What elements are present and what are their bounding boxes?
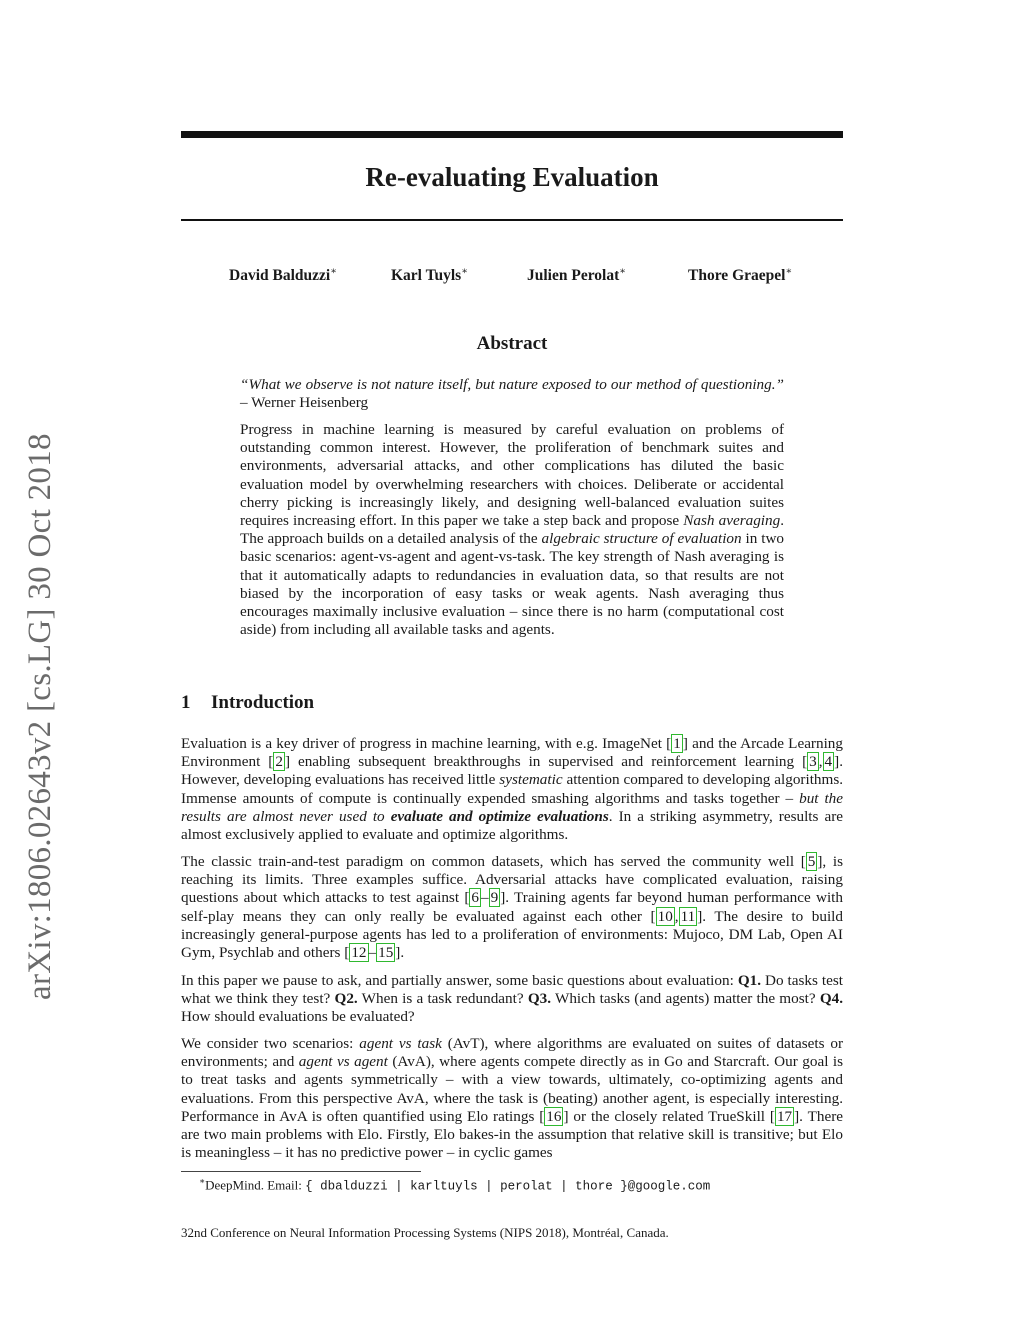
- question-label: Q4.: [819, 990, 844, 1008]
- question-label: Q1.: [737, 972, 762, 989]
- body-text: attention compared to developing algorithms. Immense amounts of compute is continually expended smashing algorithms and tasks together –: [181, 771, 844, 807]
- author-mark: ∗: [330, 266, 337, 277]
- section-number: 1: [181, 692, 191, 713]
- body-emphasis: agent vs agent: [298, 1053, 388, 1071]
- citation-link[interactable]: 1: [673, 735, 681, 752]
- body-text: (AvA), where agents compete directly as in Go and Starcraft. Our goal is to treat tasks and agents symmetrically – with a view towards, ultimately, co-optimizing agents and evaluations. From this perspective AvA, where the task is (beating) another agent, is especially interesting. Performance in AvA is often quantified using Elo ratings [: [181, 1053, 844, 1125]
- footnote-rule: [181, 1171, 421, 1172]
- body-text: ]. The desire to build increasingly general-purpose agents has led to a proliferation of environments: Mujoco, DM Lab, Open AI Gym, Psychlab and others [: [181, 907, 843, 962]
- citation-link[interactable]: 15: [378, 944, 394, 962]
- epigraph-attribution: – Werner Heisenberg: [240, 394, 369, 412]
- abstract-heading: Abstract: [476, 333, 548, 354]
- body-text: ], is reaching its limits. Three examples suffice. Adversarial attacks have complicated evaluation, raising questions about which attacks to test against [: [181, 853, 843, 907]
- footnote-emails: { dbalduzzi | karltuyls | perolat | thore }@google.com: [305, 1179, 711, 1194]
- title-bottom-rule: [181, 219, 843, 221]
- author-mark: ∗: [785, 266, 793, 277]
- abstract-text: Progress in machine learning is measured by careful evaluation on problems of outstanding common interest. However, the proliferation of benchmark suites and environments, adversarial attacks, and other complications has diluted the basic evaluation model by overwhelming researchers with choices. Deliberate or accidental cherry picking is increasingly likely, and designing well-balanced evaluation suites requires increasing effort. In this paper we take a step back and propose: [240, 421, 784, 530]
- body-text: Evaluation is a key driver of progress in machine learning, with e.g. ImageNet [: [181, 735, 672, 752]
- epigraph: [240, 376, 784, 412]
- author-name-text: David Balduzzi: [229, 267, 331, 285]
- citation-link[interactable]: 3: [809, 753, 817, 771]
- abstract-body: [240, 421, 784, 639]
- author-name: [527, 266, 626, 285]
- intro-paragraph-1: [181, 735, 843, 844]
- body-text: ,: [674, 907, 679, 925]
- citation-link[interactable]: 9: [490, 889, 499, 907]
- body-emphasis: agent vs task: [359, 1035, 442, 1052]
- citation-link[interactable]: 17: [776, 1107, 793, 1125]
- author-name: [688, 266, 792, 285]
- citation-link[interactable]: 4: [824, 753, 833, 771]
- body-text: How should evaluations be evaluated?: [181, 1008, 415, 1026]
- footnote-text: DeepMind. Email:: [205, 1177, 302, 1193]
- footnote-mark: ∗: [199, 1176, 206, 1186]
- author-name: [391, 266, 468, 285]
- body-emphasis: but the results are almost never used to: [181, 789, 844, 825]
- author-name-text: Thore Graepel: [688, 267, 786, 285]
- intro-paragraph-2: [181, 853, 843, 962]
- body-text: ] or the closely related TrueSkill [: [563, 1107, 775, 1125]
- section-title: Introduction: [211, 692, 315, 713]
- author-name-text: Julien Perolat: [527, 267, 620, 285]
- paper-title: Re-evaluating Evaluation: [365, 162, 659, 192]
- question-label: Q2.: [334, 990, 358, 1008]
- citation-link[interactable]: 16: [546, 1107, 562, 1125]
- body-text: ].: [395, 944, 405, 962]
- citation-link[interactable]: 6: [471, 889, 479, 907]
- citation-link[interactable]: 2: [275, 753, 283, 771]
- body-text: ]. Training agents far beyond human performance with self-play means they can only really be evaluated against each other [: [181, 889, 843, 925]
- author-mark: ∗: [461, 266, 469, 277]
- author-mark: ∗: [619, 266, 627, 277]
- question-label: Q3.: [527, 990, 552, 1008]
- author-list: [181, 266, 843, 290]
- title-top-rule: [181, 131, 843, 138]
- arxiv-identifier: arXiv:1806.02643v2 [cs.LG] 30 Oct 2018: [22, 433, 58, 1000]
- abstract-emphasis: algebraic structure of evaluation: [541, 530, 742, 548]
- body-text: . In a striking asymmetry, results are almost exclusively applied to evaluate and optimize algorithms.: [181, 807, 844, 844]
- body-text: We consider two scenarios:: [181, 1035, 354, 1052]
- body-text: Which tasks (and agents) matter the most?: [554, 990, 816, 1008]
- citation-link[interactable]: 12: [351, 944, 367, 962]
- body-text: –: [368, 944, 377, 962]
- body-text: –: [481, 889, 489, 907]
- citation-link[interactable]: 11: [680, 907, 696, 925]
- body-text: Do tasks test what we think they test?: [181, 972, 844, 1008]
- author-name-text: Karl Tuyls: [391, 267, 462, 285]
- body-text: ]. There are two main problems with Elo. Firstly, Elo bakes-in the assumption that relative skill is transitive; but Elo is meaningless – it has no predictive power – in cyclic games: [181, 1107, 843, 1162]
- abstract-text: . The approach builds on a detailed analysis of the: [240, 512, 785, 548]
- conference-note: 32nd Conference on Neural Information Processing Systems (NIPS 2018), Montréal, Canada.: [181, 1225, 669, 1240]
- citation-link[interactable]: 10: [657, 907, 673, 925]
- body-text: (AvT), where algorithms are evaluated on suites of datasets or environments; and: [181, 1035, 843, 1071]
- intro-paragraph-3: [181, 972, 843, 1027]
- citation-link[interactable]: 5: [807, 853, 816, 870]
- body-emphasis: systematic: [499, 771, 563, 789]
- epigraph-quote: “What we observe is not nature itself, but nature exposed to our method of questioning.”: [240, 376, 784, 393]
- intro-paragraph-4: [181, 1035, 843, 1162]
- body-text: ,: [818, 753, 823, 771]
- body-text: ] and the Arcade Learning Environment [: [181, 735, 843, 771]
- body-text: The classic train-and-test paradigm on common datasets, which has served the community well [: [181, 853, 806, 870]
- abstract-text: in two basic scenarios: agent-vs-agent and agent-vs-task. The key strength of Nash averaging is that it automatically adapts to redundancies in evaluation data, so that results are not biased by the incorporation of easy tasks or weak agents. Nash averaging thus encourages maximally inclusive evaluation – since there is no harm (computational cost aside) from including all available tasks and agents.: [240, 530, 784, 639]
- author-name: [229, 266, 337, 285]
- abstract-emphasis: Nash averaging: [683, 512, 781, 530]
- body-strong-emphasis: evaluate and optimize evaluations: [390, 807, 609, 825]
- footnote: [199, 1176, 710, 1193]
- body-text: When is a task redundant?: [361, 990, 524, 1008]
- body-text: ] enabling subsequent breakthroughs in supervised and reinforcement learning [: [284, 753, 808, 771]
- body-text: In this paper we pause to ask, and partially answer, some basic questions about evaluation:: [181, 972, 734, 989]
- section-heading: [181, 692, 314, 714]
- body-text: ]. However, developing evaluations has received little: [181, 753, 843, 789]
